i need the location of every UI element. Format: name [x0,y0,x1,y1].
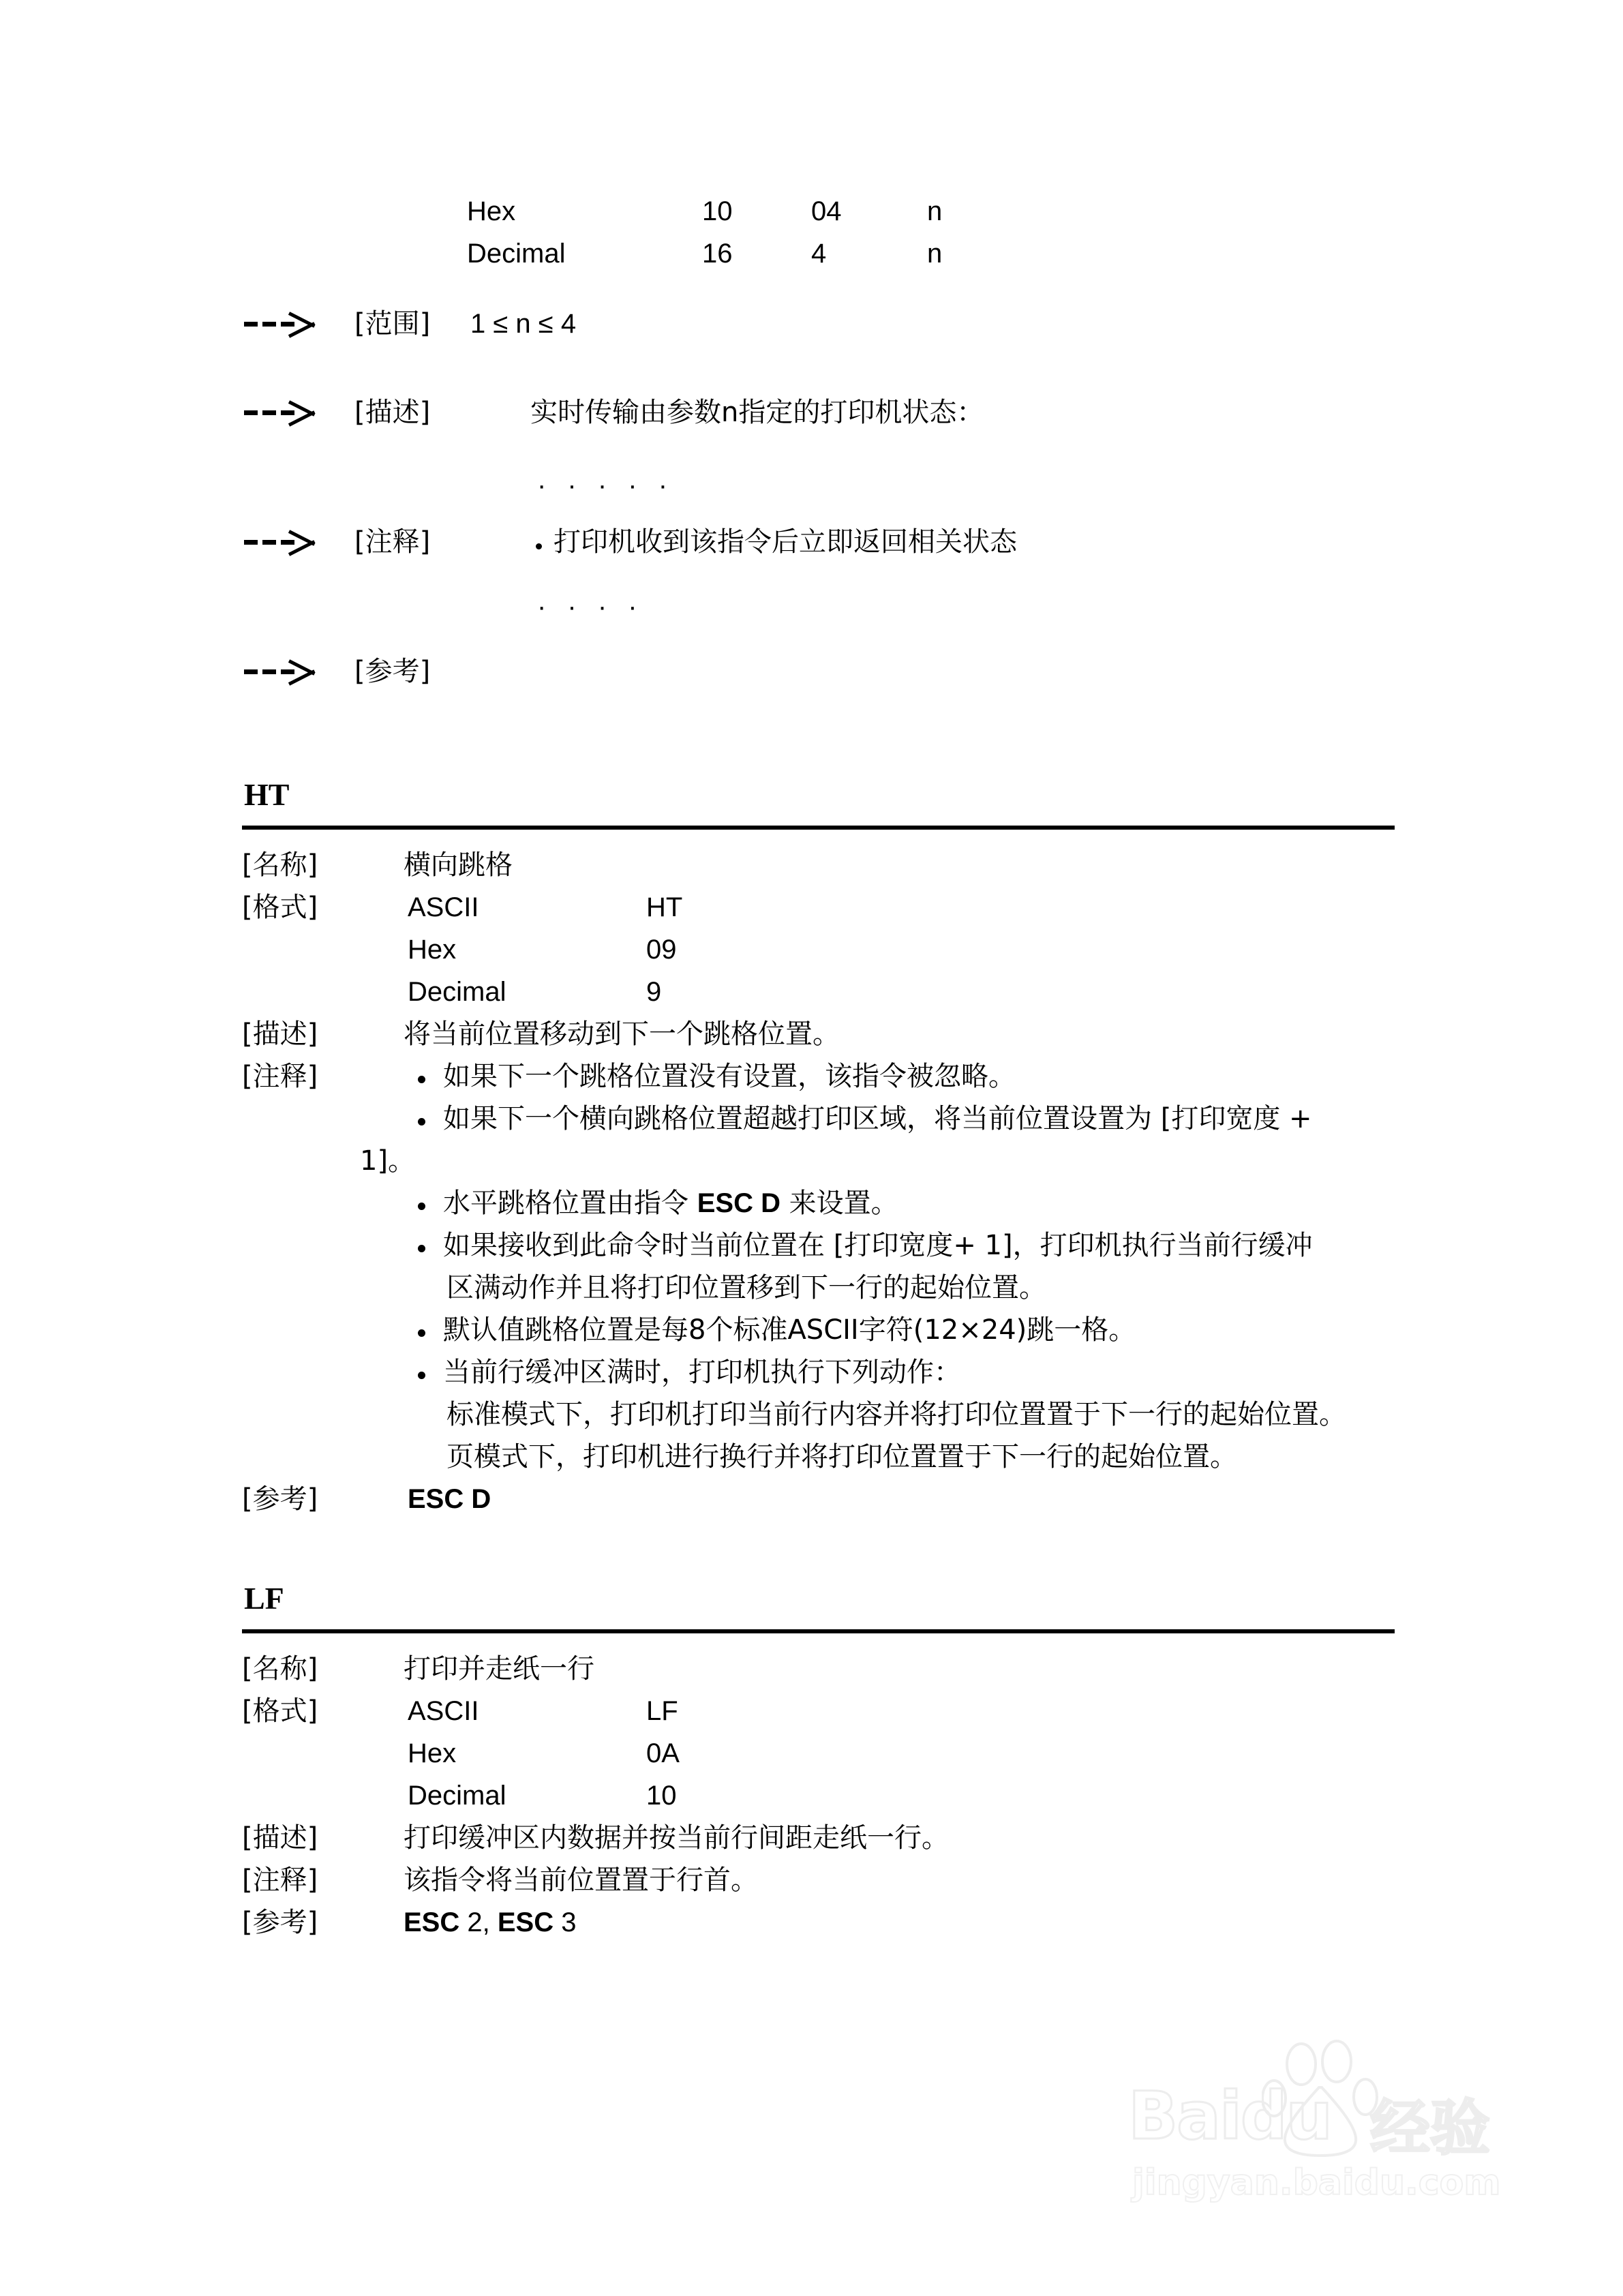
ht-format-hex-value: 09 [646,935,677,965]
ht-note-3-pre: 水平跳格位置由指令 [443,1188,697,1219]
arrow-marker-notes-icon [244,528,315,556]
code-row-hex-col3: n [927,196,943,226]
ht-format-ascii-label: ASCII [408,892,479,922]
ht-note-5: 默认值跳格位置是每8个标准ASCII字符(12×24)跳一格。 [443,1314,1136,1346]
ht-format-decimal-label: Decimal [408,977,506,1007]
ht-note-4-line1: 如果接收到此命令时当前位置在 [打印宽度+ 1]，打印机执行当前行缓冲 [443,1230,1313,1261]
code-row-hex-col2: 04 [811,196,842,226]
ht-note-6-line1: 当前行缓冲区满时，打印机执行下列动作： [443,1357,961,1388]
lf-format-ascii-value: LF [646,1696,678,1726]
code-row-decimal-col2: 4 [811,239,827,269]
lf-ref-num-2: 3 [553,1907,577,1937]
lf-ref-num-1: 2 [459,1907,483,1937]
lf-desc-label: [描述] [242,1822,318,1854]
ht-ref-value: ESC D [408,1484,491,1514]
baidu-paw-icon [1262,2038,1384,2158]
code-row-hex-label: Hex [467,196,516,226]
watermark-brand-cn: 经验 [1370,2093,1491,2163]
arrow-marker-reference-icon [244,658,315,685]
ht-name-value: 横向跳格 [404,849,513,881]
ht-format-label: [格式] [242,892,318,923]
ht-note-bullet-icon [418,1203,425,1210]
lf-ref-esc-2: ESC [497,1907,554,1937]
lf-desc-value: 打印缓冲区内数据并按当前行间距走纸一行。 [404,1822,949,1854]
watermark-brand-latin: Baidu [1128,2078,1331,2154]
ellipsis-description: · · · · · [537,470,675,500]
ht-notes-label: [注释] [242,1061,318,1092]
field-value-description: 实时传输由参数n指定的打印机状态： [530,397,984,428]
lf-ref-comma: , [482,1907,498,1937]
code-row-hex-col1: 10 [702,196,733,226]
arrow-marker-description-icon [244,399,315,426]
watermark-url: jingyan.baidu.com [1132,2162,1501,2203]
field-label-description: [描述] [354,397,431,428]
lf-ref-esc-1: ESC [404,1907,460,1937]
section-rule-lf [242,1629,1395,1633]
ht-note-4-line2: 区满动作并且将打印位置移到下一行的起始位置。 [446,1272,1046,1303]
lf-format-hex-label: Hex [408,1738,457,1768]
field-label-range: [范围] [354,308,431,339]
section-title-ht: HT [244,777,290,812]
ht-ref-label: [参考] [242,1483,318,1515]
baidu-jingyan-watermark [1128,2038,1537,2209]
ht-format-hex-label: Hex [408,935,457,965]
ht-note-6-line3: 页模式下，打印机进行换行并将打印位置置于下一行的起始位置。 [446,1441,1237,1472]
lf-ref-value [404,1909,576,1936]
ht-note-3 [443,1190,898,1217]
arrow-marker-range-icon [244,310,315,337]
field-value-range: 1 ≤ n ≤ 4 [470,309,577,339]
ht-note-1: 如果下一个跳格位置没有设置，该指令被忽略。 [443,1061,1016,1092]
ht-note-bullet-icon [418,1372,425,1379]
lf-name-value: 打印并走纸一行 [404,1653,594,1685]
ht-note-bullet-icon [418,1245,425,1252]
ht-note-3-command: ESC D [697,1188,780,1218]
lf-notes-value: 该指令将当前位置置于行首。 [404,1864,758,1896]
code-row-decimal-col1: 16 [702,239,733,269]
lf-format-ascii-label: ASCII [408,1696,479,1726]
ht-note-3-post: 来设置。 [780,1188,898,1219]
lf-notes-label: [注释] [242,1864,318,1896]
ht-format-ascii-value: HT [646,892,683,922]
note-middot-icon [536,543,542,549]
lf-format-hex-value: 0A [646,1738,680,1768]
ht-note-6-line2: 标准模式下，打印机打印当前行内容并将打印位置置于下一行的起始位置。 [446,1399,1346,1430]
lf-format-decimal-value: 10 [646,1781,677,1811]
ht-note-2-wrap: 1]。 [360,1145,416,1177]
code-row-decimal-col3: n [927,239,943,269]
ht-note-bullet-icon [418,1076,425,1083]
section-title-lf: LF [244,1581,284,1616]
ht-format-decimal-value: 9 [646,977,662,1007]
field-label-notes: [注释] [354,526,431,558]
field-label-reference: [参考] [354,656,431,687]
code-row-decimal-label: Decimal [467,239,566,269]
ht-note-bullet-icon [418,1118,425,1126]
lf-format-label: [格式] [242,1695,318,1727]
ellipsis-notes: · · · · [537,592,644,622]
field-value-notes: 打印机收到该指令后立即返回相关状态 [553,526,1017,558]
ht-note-2: 如果下一个横向跳格位置超越打印区域，将当前位置设置为 [打印宽度 + [443,1103,1312,1134]
section-rule-ht [242,826,1395,830]
ht-name-label: [名称] [242,849,318,881]
lf-format-decimal-label: Decimal [408,1781,506,1811]
ht-desc-value: 将当前位置移动到下一个跳格位置。 [404,1018,840,1050]
lf-name-label: [名称] [242,1653,318,1685]
ht-desc-label: [描述] [242,1018,318,1050]
ht-note-bullet-icon [418,1329,425,1337]
lf-ref-label: [参考] [242,1907,318,1938]
